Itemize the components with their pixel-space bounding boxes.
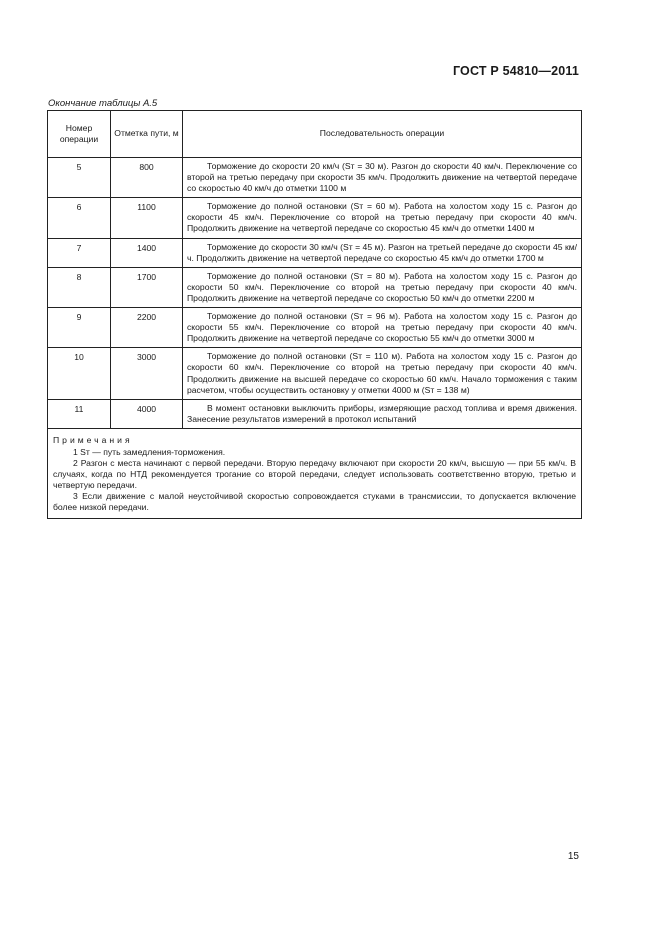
operation-number: 9	[48, 308, 111, 348]
operation-sequence: В момент остановки выключить приборы, измеряющие расход топлива и время движения. Занесение результатов измерений в протокол испытаний	[183, 399, 582, 428]
operation-number: 11	[48, 399, 111, 428]
operation-sequence: Торможение до скорости 20 км/ч (Sт = 30 м). Разгон до скорости 40 км/ч. Переключение со второй на третью передачу при скорости 35 км/ч. Продолжить движение на четвертой передаче со скоростью 40 км/ч до отметки 1100 м	[183, 158, 582, 198]
table-row	[48, 399, 582, 428]
notes-title: Примечания	[53, 434, 133, 445]
path-mark: 1400	[111, 238, 183, 267]
operation-number: 6	[48, 198, 111, 238]
operation-sequence: Торможение до полной остановки (Sт = 110 м). Работа на холостом ходу 15 с. Разгон до скорости 60 км/ч. Переключение со второй на третью передачу при скорости 40 км/ч. Продолжить движение на высшей передаче со скоростью 60 км/ч. Начало торможения с таким расчетом, чтобы осуществить остановку у отметки 4000 м (Sт = 138 м)	[183, 348, 582, 399]
operation-number: 5	[48, 158, 111, 198]
path-mark: 1700	[111, 267, 183, 307]
table-body	[48, 158, 582, 519]
table-row	[48, 198, 582, 238]
path-mark: 4000	[111, 399, 183, 428]
table-header-row	[48, 111, 582, 158]
page-number: 15	[567, 851, 579, 862]
path-mark: 800	[111, 158, 183, 198]
table-row	[48, 238, 582, 267]
notes-cell	[48, 428, 582, 518]
table-row	[48, 348, 582, 399]
col-header-number: Номер операции	[48, 111, 111, 158]
col-header-mark: Отметка пути, м	[111, 111, 183, 158]
notes-row	[48, 428, 582, 518]
table-row	[48, 267, 582, 307]
note-item: 3 Если движение с малой неустойчивой скоростью сопровождается стуками в трансмиссии, то допускается включение более низкой передачи.	[53, 491, 576, 513]
note-item: 2 Разгон с места начинают с первой передачи. Вторую передачу включают при скорости 20 км/ч, высшую — при 55 км/ч. В случаях, когда по НТД рекомендуется трогание со второй передачи, следует использовать соответственно вторую, третью и четвертую передачи.	[53, 458, 576, 491]
table-row	[48, 308, 582, 348]
operations-table	[47, 110, 582, 519]
path-mark: 1100	[111, 198, 183, 238]
note-item: 1 Sт — путь замедления-торможения.	[73, 446, 226, 457]
operation-number: 10	[48, 348, 111, 399]
operation-sequence: Торможение до полной остановки (Sт = 60 м). Работа на холостом ходу 15 с. Разгон до скорости 45 км/ч. Переключение со второй на третью передачу при скорости 40 км/ч. Продолжить движение на четвертой передаче со скоростью 45 км/ч до отметки 1400 м	[183, 198, 582, 238]
operation-number: 7	[48, 238, 111, 267]
table-caption: Окончание таблицы А.5	[48, 98, 158, 109]
path-mark: 3000	[111, 348, 183, 399]
operation-sequence: Торможение до полной остановки (Sт = 80 м). Работа на холостом ходу 15 с. Разгон до скорости 50 км/ч. Переключение со второй на третью передачу при скорости 40 км/ч. Продолжить движение на четвертой передаче со скоростью 50 км/ч до отметки 2200 м	[183, 267, 582, 307]
operation-number: 8	[48, 267, 111, 307]
operation-sequence: Торможение до полной остановки (Sт = 96 м). Работа на холостом ходу 15 с. Разгон до скорости 55 км/ч. Переключение со второй на третью передачу при скорости 40 км/ч. Продолжить движение на четвертой передаче со скоростью 55 км/ч до отметки 3000 м	[183, 308, 582, 348]
col-header-sequence: Последовательность операции	[183, 111, 582, 158]
path-mark: 2200	[111, 308, 183, 348]
operation-sequence: Торможение до скорости 30 км/ч (Sт = 45 м). Разгон на третьей передаче до скорости 45 км/ч. Продолжить движение на четвертой передаче со скоростью 45 км/ч до отметки 1700 м	[183, 238, 582, 267]
table-row	[48, 158, 582, 198]
document-id: ГОСТ Р 54810—2011	[452, 64, 579, 78]
